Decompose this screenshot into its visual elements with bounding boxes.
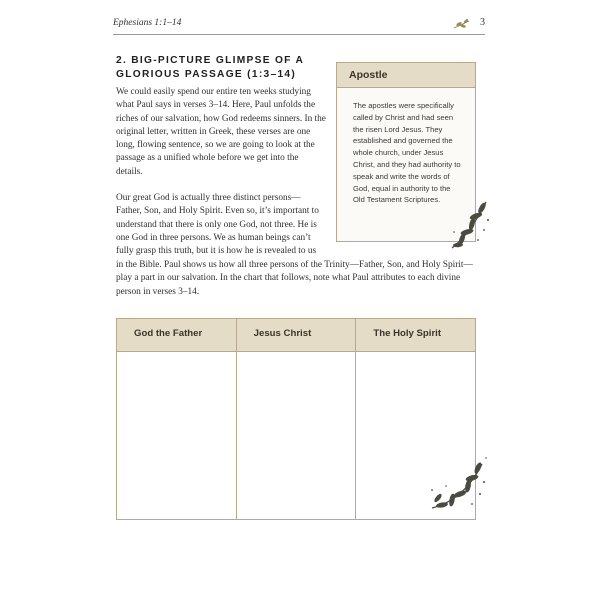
column-header-father: God the Father bbox=[117, 319, 236, 352]
paragraph-trinity: Our great God is actually three distinct persons—Father, Son, and Holy Spirit. Even so, it’s important to understand that there is only one God, not three. He is one God in three persons. We as human beings can’t fully grasp this truth, but it is how he is revealed to us bbox=[116, 193, 319, 257]
answer-area-father[interactable] bbox=[117, 352, 236, 519]
sidebar-definition: The apostles were specifically called by Christ and had seen the risen Lord Jesus. They established and governed the whole church, under Jesus Christ, and they had authority to speak and write the words of God, equal in authority to the Old Testament Scriptures. bbox=[353, 101, 461, 205]
leaf-branch-icon bbox=[448, 196, 492, 252]
column-header-christ: Jesus Christ bbox=[237, 319, 356, 352]
column-header-spirit: The Holy Spirit bbox=[356, 319, 475, 352]
trinity-chart bbox=[116, 318, 476, 520]
paragraph-chart-instructions: in the Bible. Paul shows us how all three persons of the Trinity—Father, Son, and Holy Spirit—play a part in our salvation. In the chart that follows, note what Paul attributes to each divine person in verses 3–14. bbox=[116, 260, 473, 297]
paragraph-intro: We could easily spend our entire ten weeks studying what Paul says in verses 3–14. Here, Paul unfolds the riches of our salvation, how God redeems sinners. In the original letter, written in Greek, these verses are one long, flowing sentence, so we are going to look at the passage as a unified whole before we get into the details. bbox=[116, 87, 326, 177]
running-head: Ephesians 1:1–14 bbox=[113, 18, 182, 28]
section-heading: 2. BIG-PICTURE GLIMPSE OF A GLORIOUS PASSAGE (1:3–14) bbox=[116, 55, 304, 80]
column-christ bbox=[237, 319, 357, 519]
leaf-sprig-icon bbox=[453, 18, 471, 30]
leaf-wreath-icon bbox=[424, 450, 490, 516]
sidebar-title: Apostle bbox=[337, 63, 475, 88]
header-rule bbox=[113, 34, 485, 35]
page-header bbox=[113, 16, 485, 34]
page-number: 3 bbox=[480, 17, 485, 28]
column-father bbox=[117, 319, 237, 519]
answer-area-christ[interactable] bbox=[237, 352, 356, 519]
